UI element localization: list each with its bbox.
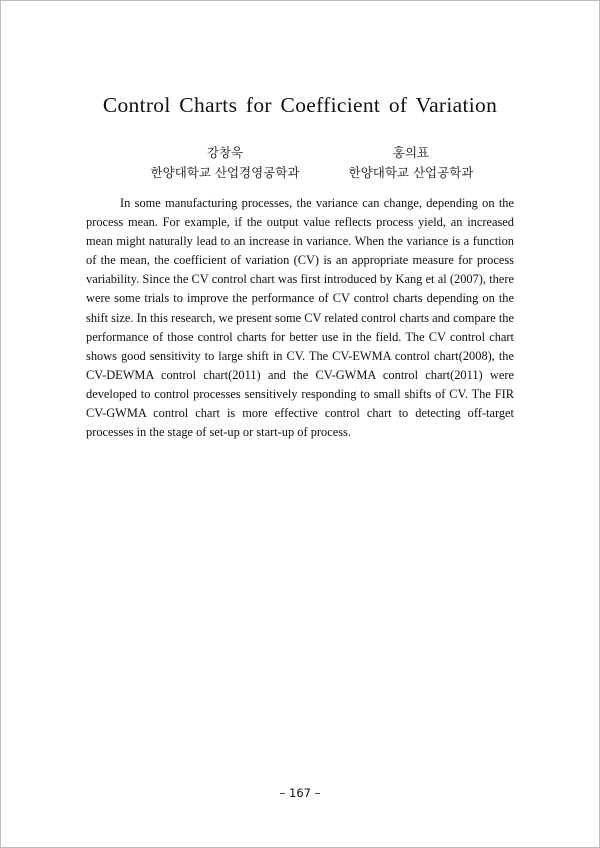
paper-title: Control Charts for Coefficient of Variation	[102, 93, 498, 117]
author-1	[130, 143, 320, 183]
author-1-name: 강창욱	[206, 145, 244, 160]
author-2-affiliation: 한양대학교 산업공학과	[348, 165, 474, 180]
page-number: – 167 –	[279, 786, 321, 800]
author-1-affiliation: 한양대학교 산업경영공학과	[150, 165, 300, 180]
author-2	[316, 143, 506, 183]
abstract-paragraph: In some manufacturing processes, the variance can change, depending on the process mean. For example, if the output value reflects process yield, an increased mean might naturally lead to an increase in variance. When the variance is a function of the mean, the coefficient of variation (CV) is an appropriate measure for process variability. Since the CV control chart was first introduced by Kang et al (2007), there were some trials to improve the performance of CV control charts depending on the shift size. In this research, we present some CV related control charts and compare the performance of those control charts for better use in the field. The CV control chart shows good sensitivity to large shift in CV. The CV-EWMA control chart(2008), the CV-DEWMA control chart(2011) and the CV-GWMA control chart(2011) were developed to control processes sensitively responding to small shifts of CV. The FIR CV-GWMA control chart is more effective control chart to detecting off-target processes in the stage of set-up or start-up of process.	[86, 196, 514, 440]
author-block	[0, 143, 600, 183]
author-2-name: 홍의표	[392, 145, 430, 160]
